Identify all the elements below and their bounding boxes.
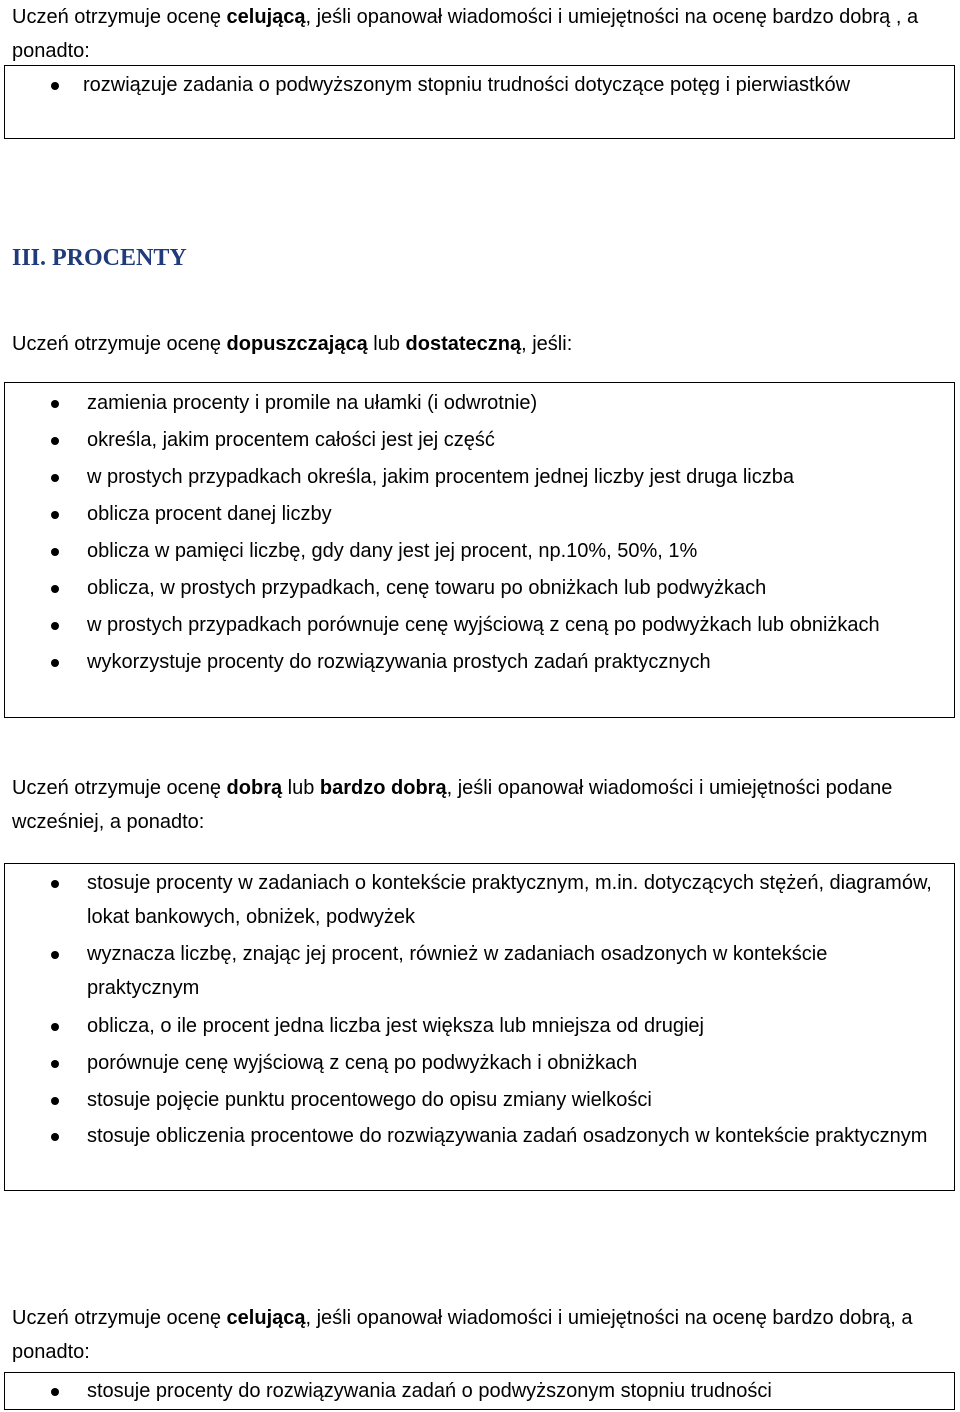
intro-text: , jeśli opanował wiadomości i umiejętności na ocenę bardzo dobrą , a ponadto: <box>12 6 919 62</box>
bullet-icon <box>51 1133 59 1141</box>
list-item <box>5 496 944 533</box>
item-text: stosuje procenty do rozwiązywania zadań o podwyższonym stopniu trudności <box>87 1380 772 1402</box>
grade-name: celującą <box>226 1307 306 1329</box>
bullet-icon <box>51 548 59 556</box>
excellent-requirements-box <box>4 1372 955 1410</box>
grade-name: dostateczną <box>405 333 522 355</box>
requirements-list <box>5 68 944 102</box>
bullet-icon <box>51 659 59 667</box>
item-text: stosuje pojęcie punktu procentowego do opisu zmiany wielkości <box>87 1089 652 1111</box>
list-item <box>5 937 944 1008</box>
list-item <box>5 385 944 422</box>
list-item <box>5 422 944 459</box>
intro-text: Uczeń otrzymuje ocenę <box>12 1307 227 1329</box>
top-grade-intro <box>12 0 952 68</box>
list-item <box>5 1045 944 1082</box>
list-item <box>5 459 944 496</box>
item-text: oblicza, w prostych przypadkach, cenę towaru po obniżkach lub podwyżkach <box>87 577 767 599</box>
list-item <box>5 644 944 681</box>
bullet-icon <box>51 1060 59 1068</box>
good-requirements-box <box>4 863 955 1191</box>
item-text: oblicza procent danej liczby <box>87 503 332 525</box>
bullet-icon <box>51 1023 59 1031</box>
intro-text: Uczeń otrzymuje ocenę <box>12 333 227 355</box>
item-text: w prostych przypadkach porównuje cenę wyjściową z ceną po podwyżkach lub obniżkach <box>87 614 880 636</box>
intro-text: Uczeń otrzymuje ocenę <box>12 777 227 799</box>
grade-name: celującą <box>226 6 306 28</box>
item-text: oblicza, o ile procent jedna liczba jest większa lub mniejsza od drugiej <box>87 1015 704 1037</box>
bullet-icon <box>51 82 59 90</box>
list-item <box>5 1082 944 1119</box>
intro-text: lub <box>282 777 320 799</box>
grade-name: bardzo dobrą <box>319 777 447 799</box>
list-item <box>5 533 944 570</box>
bullet-icon <box>51 474 59 482</box>
item-text: określa, jakim procentem całości jest jej część <box>87 429 495 451</box>
basic-requirements-box <box>4 382 955 718</box>
item-text: zamienia procenty i promile na ułamki (i odwrotnie) <box>87 392 538 414</box>
item-text: w prostych przypadkach określa, jakim procentem jednej liczby jest druga liczba <box>87 466 794 488</box>
bullet-icon <box>51 1388 59 1396</box>
good-grade-intro <box>12 771 952 839</box>
section-heading: III. PROCENTY <box>12 245 187 271</box>
list-item <box>5 866 944 937</box>
basic-grade-intro <box>12 327 952 361</box>
grade-name: dobrą <box>226 777 283 799</box>
list-item <box>5 607 944 644</box>
list-item <box>5 1008 944 1045</box>
bullet-icon <box>51 951 59 959</box>
list-item <box>5 1119 944 1153</box>
list-item <box>5 68 944 102</box>
intro-text: , jeśli: <box>521 333 573 355</box>
requirements-list <box>5 1374 944 1408</box>
item-text: wyznacza liczbę, znając jej procent, również w zadaniach osadzonych w kontekście praktycznym <box>87 943 828 999</box>
item-text: stosuje procenty w zadaniach o kontekście praktycznym, m.in. dotyczących stężeń, diagramów, lokat bankowych, obniżek, podwyżek <box>87 872 932 928</box>
requirements-list <box>5 866 944 1153</box>
grade-name: dopuszczającą <box>226 333 368 355</box>
item-text: stosuje obliczenia procentowe do rozwiązywania zadań osadzonych w kontekście praktycznym <box>87 1125 928 1147</box>
top-requirements-box <box>4 65 955 139</box>
item-text: rozwiązuje zadania o podwyższonym stopniu trudności dotyczące potęg i pierwiastków <box>83 74 851 96</box>
bullet-icon <box>51 400 59 408</box>
bullet-icon <box>51 511 59 519</box>
bullet-icon <box>51 622 59 630</box>
bullet-icon <box>51 585 59 593</box>
requirements-list <box>5 385 944 681</box>
bullet-icon <box>51 1097 59 1105</box>
list-item <box>5 1374 944 1408</box>
item-text: porównuje cenę wyjściową z ceną po podwyżkach i obniżkach <box>87 1052 638 1074</box>
bullet-icon <box>51 880 59 888</box>
intro-text: Uczeń otrzymuje ocenę <box>12 6 227 28</box>
intro-text: , jeśli opanował wiadomości i umiejętności na ocenę bardzo dobrą, a ponadto: <box>12 1307 913 1363</box>
list-item <box>5 570 944 607</box>
bullet-icon <box>51 437 59 445</box>
intro-text: lub <box>367 333 406 355</box>
excellent-grade-intro <box>12 1301 952 1369</box>
item-text: oblicza w pamięci liczbę, gdy dany jest jej procent, np.10%, 50%, 1% <box>87 540 698 562</box>
intro-text: , jeśli opanował wiadomości i umiejętności podane wcześniej, a ponadto: <box>12 777 893 833</box>
item-text: wykorzystuje procenty do rozwiązywania prostych zadań praktycznych <box>87 651 711 673</box>
